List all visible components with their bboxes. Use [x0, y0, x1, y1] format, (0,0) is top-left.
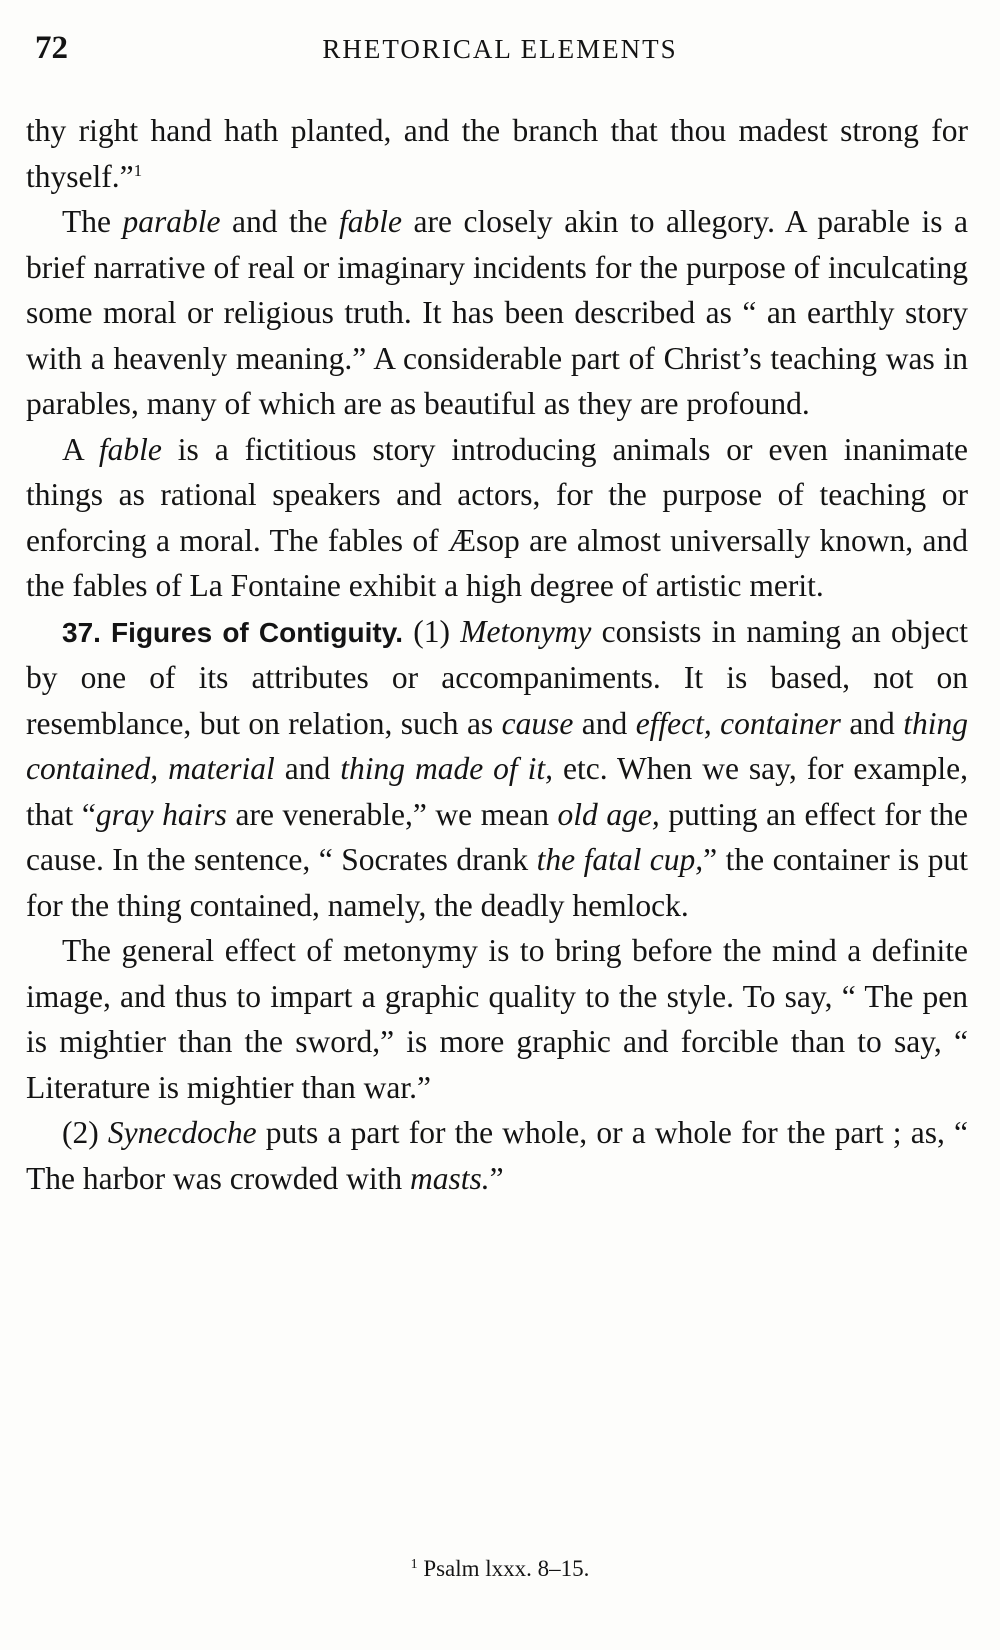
text-run: A: [62, 431, 99, 467]
text-run: and: [840, 705, 904, 741]
paragraph-text: The general effect of metonymy is to bring before the mind a definite image, and thus to impart a graphic quality to the style. To say, “ The pen is mightier than the sword,” is more graphic and forcible than to say, “ Literature is mightier than war.”: [26, 933, 968, 1105]
body-text: [26, 108, 968, 1201]
paragraph-synecdoche: [26, 1110, 968, 1201]
text-run: etc. When we say, for example, that “: [26, 751, 968, 832]
text-run: puts a part for the whole, or a whole for the part ; as, “ The harbor was crowded with: [26, 1115, 968, 1196]
italic-term: the fatal cup,: [536, 842, 704, 877]
text-run: The: [62, 204, 123, 239]
paragraph-parable: [26, 199, 968, 427]
footnote: [0, 1556, 1000, 1582]
text-run: are closely akin to allegory. A parable is a brief narrative of real or imaginary incidents for the purpose of inculcating some moral or religious truth. It has been described as “ an earthly story with a heavenly meaning.” A considerable part of Christ’s teaching was in parables, many of which are as beautiful as they are profound.: [26, 204, 968, 421]
paragraph-fable: [26, 427, 968, 609]
italic-term: parable: [122, 204, 221, 239]
text-run: ”: [489, 1160, 504, 1196]
italic-term: Metonymy: [460, 613, 592, 649]
italic-term: cause: [501, 705, 574, 741]
footnote-marker: 1: [410, 1557, 418, 1572]
paragraph-section-37: [26, 609, 968, 929]
page-header: [0, 30, 1000, 76]
paragraph-text: thy right hand hath planted, and the branch that thou madest strong for thyself.”: [26, 113, 968, 194]
text-run: and the: [220, 204, 339, 239]
text-run: and: [573, 705, 636, 741]
text-run: (2): [62, 1115, 108, 1150]
text-run: is a fictitious story introducing animals or even inanimate things as rational speakers and actors, for the purpose of teaching or enforcing a moral. The fables of Æsop are almost universally known, and the fables of La Fontaine exhibit a high degree of artistic merit.: [26, 431, 968, 603]
italic-term: effect, container: [635, 705, 841, 741]
text-run: consists in naming an object by one of its attributes or accompaniments. It is based, not on resemblance, but on relation, such as: [26, 613, 969, 741]
paragraph-metonymy-effect: [26, 928, 968, 1110]
italic-term: gray hairs: [95, 796, 227, 832]
paragraph-continuation: [26, 108, 968, 199]
footnote-reference: 1: [133, 160, 143, 180]
footnote-text: Psalm lxxx. 8–15.: [423, 1556, 590, 1581]
text-run: (1): [403, 613, 461, 649]
text-run: putting an effect for the cause. In the sentence, “ Socrates drank: [26, 796, 969, 877]
italic-term: masts.: [410, 1160, 490, 1196]
text-run: are venerable,” we mean: [226, 796, 558, 832]
italic-term: fable: [98, 431, 162, 467]
italic-term: old age,: [557, 796, 660, 832]
section-heading: 37. Figures of Contiguity.: [62, 616, 404, 648]
italic-term: thing made of it,: [340, 751, 554, 786]
italic-term: Synecdoche: [107, 1115, 257, 1150]
italic-term: fable: [338, 204, 402, 239]
text-run: ” the container is put for the thing contained, namely, the deadly hemlock.: [26, 842, 968, 923]
text-run: and: [274, 751, 341, 786]
italic-term: thing contained, material: [26, 705, 968, 786]
running-head: RHETORICAL ELEMENTS: [322, 34, 678, 64]
page-number: 72: [35, 30, 68, 66]
